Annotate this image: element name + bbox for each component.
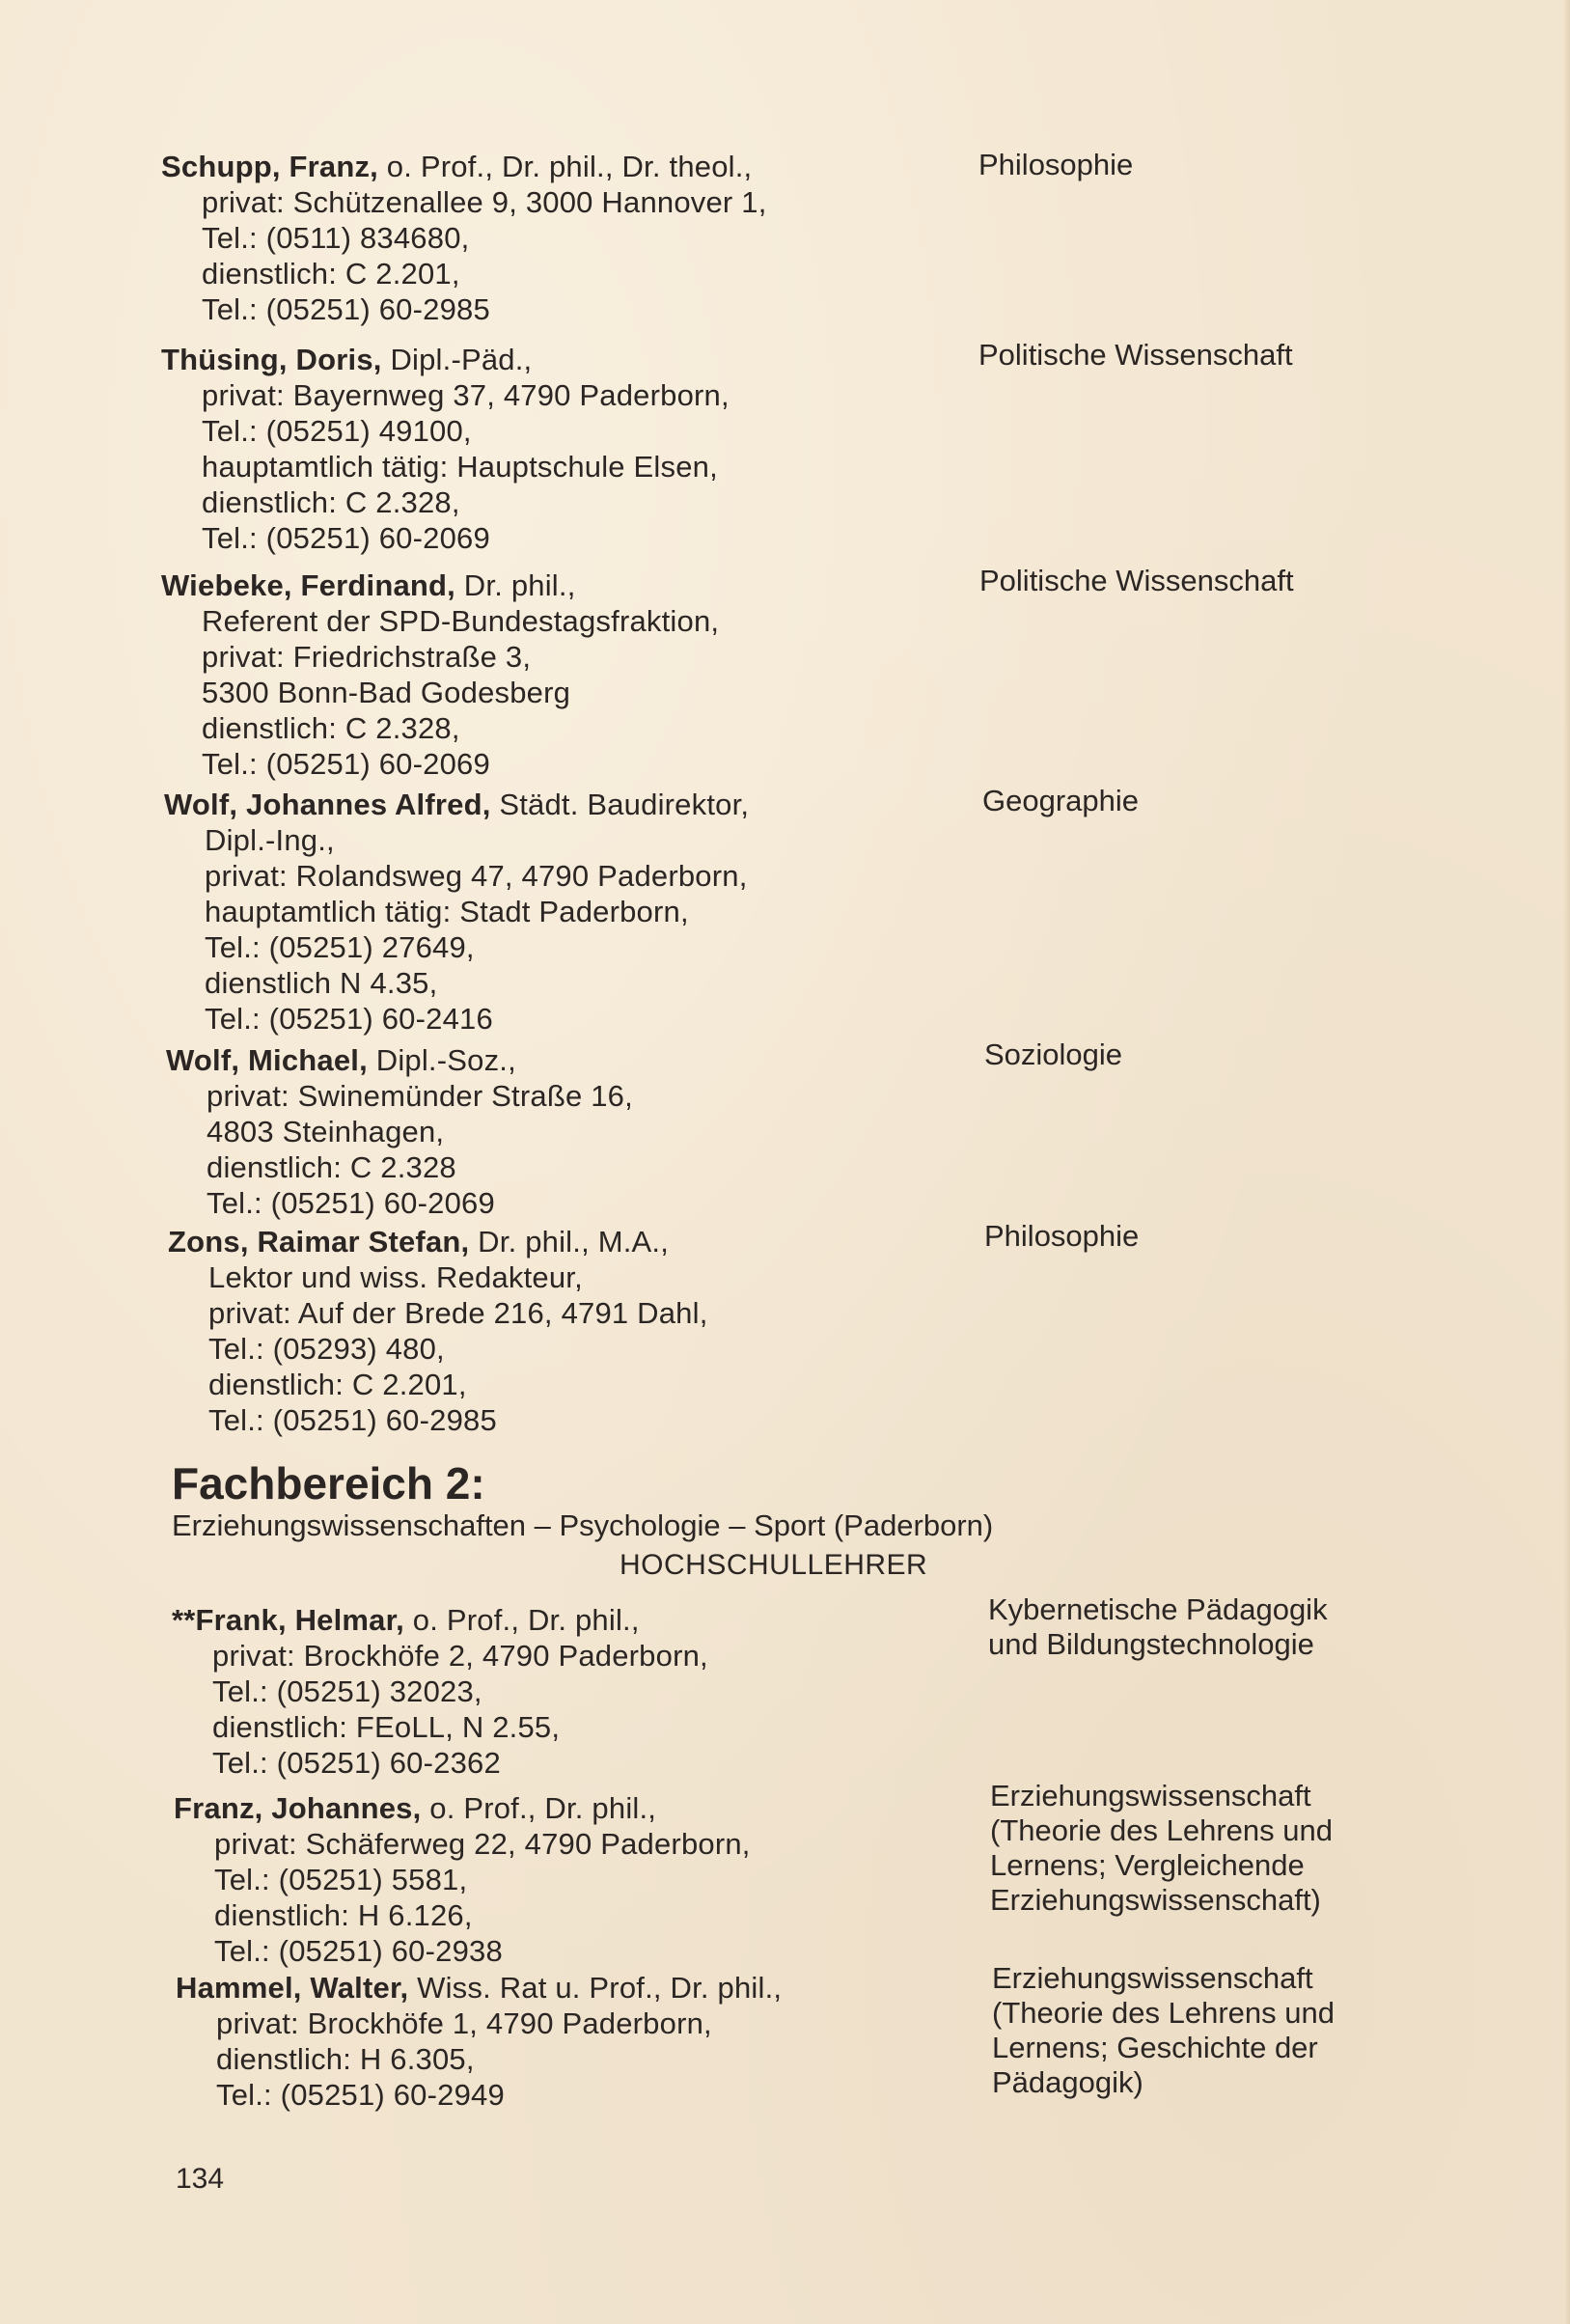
entry-line: privat: Schützenallee 9, 3000 Hannover 1, [202, 185, 767, 219]
entry-line: privat: Brockhöfe 1, 4790 Paderborn, [216, 2006, 712, 2040]
entry-name: Wiebeke, Ferdinand, [161, 568, 455, 602]
entry-name: **Frank, Helmar, [172, 1603, 404, 1637]
entry-title: Dipl.-Päd., [381, 343, 533, 376]
entry-line: 5300 Bonn-Bad Godesberg [202, 676, 571, 709]
entry-line: dienstlich: H 6.126, [214, 1898, 473, 1932]
page-number: 134 [176, 2163, 225, 2195]
entry-line: privat: Rolandsweg 47, 4790 Paderborn, [205, 859, 748, 893]
entry-line: Tel.: (05251) 60-2362 [212, 1746, 501, 1780]
entry-line: Lektor und wiss. Redakteur, [208, 1260, 583, 1294]
entry-line: privat: Swinemünder Straße 16, [207, 1079, 633, 1113]
entry-line: Tel.: (05251) 27649, [205, 930, 475, 964]
entry-name: Wolf, Michael, [166, 1043, 368, 1077]
entry-line: dienstlich: C 2.328, [202, 711, 460, 745]
entry-name: Hammel, Walter, [176, 1971, 409, 2005]
entry-line: privat: Bayernweg 37, 4790 Paderborn, [202, 378, 730, 412]
entry-line: Tel.: (05251) 49100, [202, 414, 472, 448]
entry-title: Dr. phil., [454, 568, 576, 602]
entry-line: Tel.: (05251) 60-2938 [214, 1934, 503, 1968]
entry-line: Dipl.-Ing., [205, 823, 335, 857]
entry-title: Dipl.-Soz., [367, 1043, 516, 1077]
entry-title: Städt. Baudirektor, [490, 788, 750, 821]
entry-line: Tel.: (05251) 60-2069 [202, 747, 490, 781]
entry-line: Tel.: (05251) 60-2069 [207, 1186, 495, 1220]
entry-line: dienstlich N 4.35, [205, 966, 438, 1000]
entry-line: Tel.: (05251) 60-2416 [205, 1002, 493, 1036]
entry-line: dienstlich: C 2.328 [207, 1150, 456, 1184]
entry-title: Dr. phil., M.A., [469, 1225, 670, 1259]
page-edge [1564, 0, 1570, 2324]
entry-subject: Politische Wissenschaft [978, 338, 1293, 372]
section-title: Fachbereich 2: [172, 1458, 485, 1508]
entry-subject: Philosophie [978, 148, 1134, 181]
entry-subject: Soziologie [984, 1038, 1123, 1071]
section-heading: HOCHSCHULLEHRER [620, 1549, 928, 1581]
entry-line: Tel.: (05251) 60-2985 [202, 292, 490, 326]
entry-subject: Philosophie [984, 1219, 1140, 1253]
entry-line: 4803 Steinhagen, [207, 1115, 445, 1148]
entry-subject: Politische Wissenschaft [979, 564, 1294, 597]
entry-line: Tel.: (05293) 480, [208, 1332, 445, 1366]
entry-name: Zons, Raimar Stefan, [168, 1225, 470, 1259]
entry-line: Tel.: (05251) 32023, [212, 1674, 482, 1708]
entry-line: privat: Schäferweg 22, 4790 Paderborn, [214, 1827, 751, 1861]
entry-line: hauptamtlich tätig: Stadt Paderborn, [205, 895, 689, 928]
entry-name: Franz, Johannes, [174, 1791, 422, 1825]
entry-line: dienstlich: C 2.201, [202, 257, 460, 290]
entry-line: Referent der SPD-Bundestagsfraktion, [202, 604, 720, 638]
entry-line: dienstlich: H 6.305, [216, 2042, 475, 2076]
entry-line: Tel.: (05251) 60-2069 [202, 521, 490, 555]
entry-subject: Erziehungswissenschaft (Theorie des Lehrens und Lernens; Vergleichende Erziehungswissenschaft) [990, 1779, 1334, 1917]
entry-name: Schupp, Franz, [161, 150, 378, 183]
entry-line: Tel.: (05251) 60-2949 [216, 2078, 505, 2112]
entry-title: o. Prof., Dr. phil., Dr. theol., [377, 150, 753, 183]
section-subtitle: Erziehungswissenschaften – Psychologie – Sport (Paderborn) [172, 1508, 994, 1542]
entry-title: o. Prof., Dr. phil., [403, 1603, 640, 1637]
entry-line: Tel.: (0511) 834680, [202, 221, 470, 255]
entry-subject: Kybernetische Pädagogik und Bildungstechnologie [988, 1592, 1328, 1661]
entry-line: privat: Brockhöfe 2, 4790 Paderborn, [212, 1639, 708, 1673]
entry-line: dienstlich: C 2.201, [208, 1368, 467, 1401]
entry-line: hauptamtlich tätig: Hauptschule Elsen, [202, 450, 718, 484]
entry-line: Tel.: (05251) 5581, [214, 1863, 468, 1896]
entry-line: Tel.: (05251) 60-2985 [208, 1403, 497, 1437]
entry-name: Thüsing, Doris, [161, 343, 382, 376]
entry-subject: Erziehungswissenschaft (Theorie des Lehrens und Lernens; Geschichte der Pädagogik) [992, 1961, 1336, 2099]
entry-title: Wiss. Rat u. Prof., Dr. phil., [408, 1971, 783, 2005]
entry-line: privat: Friedrichstraße 3, [202, 640, 532, 674]
entry-name: Wolf, Johannes Alfred, [164, 788, 491, 821]
entry-line: dienstlich: C 2.328, [202, 485, 460, 519]
entry-line: dienstlich: FEoLL, N 2.55, [212, 1710, 561, 1744]
entry-subject: Geographie [982, 784, 1140, 817]
entry-title: o. Prof., Dr. phil., [421, 1791, 657, 1825]
entry-line: privat: Auf der Brede 216, 4791 Dahl, [208, 1296, 708, 1330]
